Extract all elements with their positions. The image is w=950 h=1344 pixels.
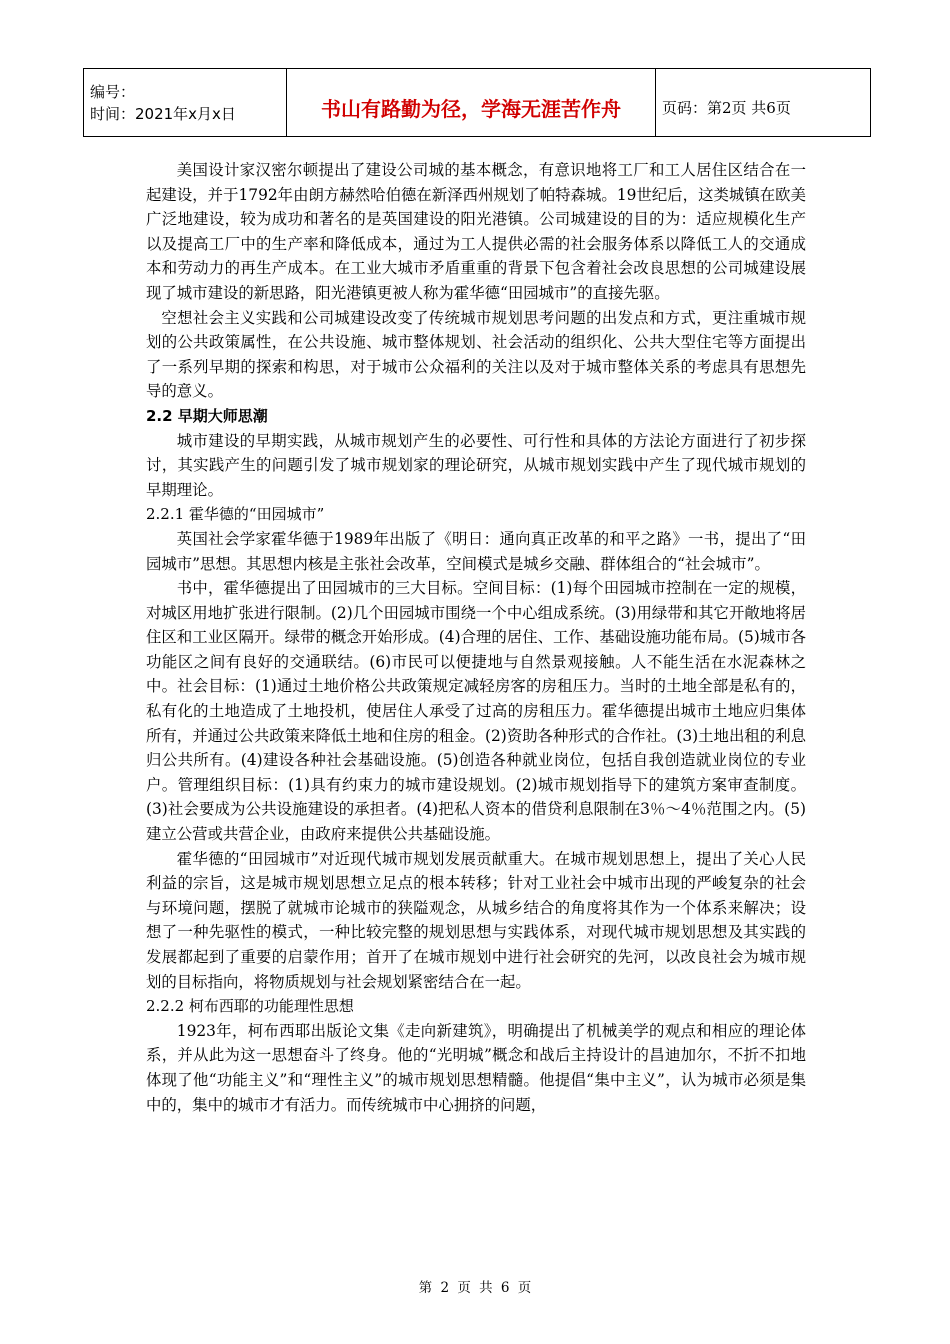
section-heading-2-2-1: 2.2.1 霍华德的“田园城市” [146, 505, 325, 524]
paragraph-company-town: 美国设计家汉密尔顿提出了建设公司城的基本概念，有意识地将工厂和工人居住区结合在一起建设，并于1792年由朗方赫然哈伯德在新泽西州规划了帕特森城。19世纪后，这类城镇在欧美广泛地建设，较为成功和著名的是英国建设的阳光港镇。公司城建设的目的为：适应规模化生产以及提高工厂中的生产率和降低成本，通过为工人提供必需的社会服务体系以降低工人的交通成本和劳动力的再生产成本。在工业大城市矛盾重重的背景下包含着社会改良思想的公司城建设展现了城市建设的新思路，阳光港镇更被人称为霍华德“田园城市”的直接先驱。 [146, 161, 806, 302]
header-motto: 书山有路勤为径，学海无涯苦作舟 [287, 69, 656, 137]
section-heading-2-2-2: 2.2.2 柯布西耶的功能理性思想 [146, 997, 354, 1016]
paragraph-garden-city-contribution: 霍华德的“田园城市”对近现代城市规划发展贡献重大。在城市规划思想上，提出了关心人民利益的宗旨，这是城市规划思想立足点的根本转移；针对工业社会中城市出现的严峻复杂的社会与环境问题，摆脱了就城市论城市的狭隘观念，从城乡结合的角度将其作为一个体系来解决；设想了一种先驱性的模式，一种比较完整的规划思想与实践体系，对现代城市规划思想及其实践的发展都起到了重要的启蒙作用；首开了在城市规划中进行社会研究的先河，以改良社会为城市规划的目标指向，将物质规划与社会规划紧密结合在一起。 [146, 849, 806, 991]
section-heading-2-2: 2.2 早期大师思潮 [146, 406, 268, 425]
paragraph-three-goals: 书中，霍华德提出了田园城市的三大目标。空间目标：(1)每个田园城市控制在一定的规模，对城区用地扩张进行限制。(2)几个田园城市围绕一个中心组成系统。(3)用绿带和其它开敞地将居住区和工业区隔开。绿带的概念开始形成。(4)合理的居住、工作、基础设施功能布局。(5)城市各功能区之间有良好的交通联结。(6)市民可以便捷地与自然景观接触。人不能生活在水泥森林之中。社会目标：(1)通过土地价格公共政策规定减轻房客的房租压力。当时的土地全部是私有的，私有化的土地造成了土地投机，使居住人承受了过高的房租压力。霍华德提出城市土地应归集体所有，并通过公共政策来降低土地和住房的租金。(2)资助各种形式的合作社。(3)土地出租的利息归公共所有。(4)建设各种社会基础设施。(5)创造各种就业岗位，包括自我创造就业岗位的专业户。管理组织目标：(1)具有约束力的城市建设规划。(2)城市规划指导下的建筑方案审查制度。(3)社会要成为公共设施建设的承担者。(4)把私人资本的借贷利息限制在3％～4％范围之内。(5)建立公营或共营企业，由政府来提供公共基础设施。 [146, 579, 806, 844]
document-body [146, 158, 806, 1117]
page-footer: 第 2 页 共 6 页 [418, 1280, 532, 1296]
paragraph-utopian-socialism: 空想社会主义实践和公司城建设改变了传统城市规划思考问题的出发点和方式，更注重城市规划的公共政策属性，在公共设施、城市整体规划、社会活动的组织化、公共大型住宅等方面提出了一系列早期的探索和构思，对于城市公众福利的关注以及对于城市整体关系的考虑具有思想先导的意义。 [146, 308, 806, 401]
paragraph-early-theory: 城市建设的早期实践，从城市规划产生的必要性、可行性和具体的方法论方面进行了初步探讨，其实践产生的问题引发了城市规划家的理论研究，从城市规划实践中产生了现代城市规划的早期理论。 [146, 431, 806, 499]
paragraph-howard-book: 英国社会学家霍华德于1989年出版了《明日：通向真正改革的和平之路》一书，提出了“田园城市”思想。其思想内核是主张社会改革，空间模式是城乡交融、群体组合的“社会城市”。 [146, 529, 806, 573]
document-date-label: 时间：2021年x月x日 [90, 104, 236, 123]
paragraph-corbusier: 1923年，柯布西耶出版论文集《走向新建筑》，明确提出了机械美学的观点和相应的理论体系，并从此为这一思想奋斗了终身。他的“光明城”概念和战后主持设计的昌迪加尔，不折不扣地体现了他“功能主义”和“理性主义”的城市规划思想精髓。他提倡“集中主义”，认为城市必须是集中的，集中的城市才有活力。而传统城市中心拥挤的问题， [146, 1021, 806, 1114]
header-info-cell [84, 69, 287, 137]
header-table [83, 68, 871, 137]
header-page-label: 页码：第2页 共6页 [656, 69, 871, 137]
document-number-label: 编号： [90, 82, 136, 101]
